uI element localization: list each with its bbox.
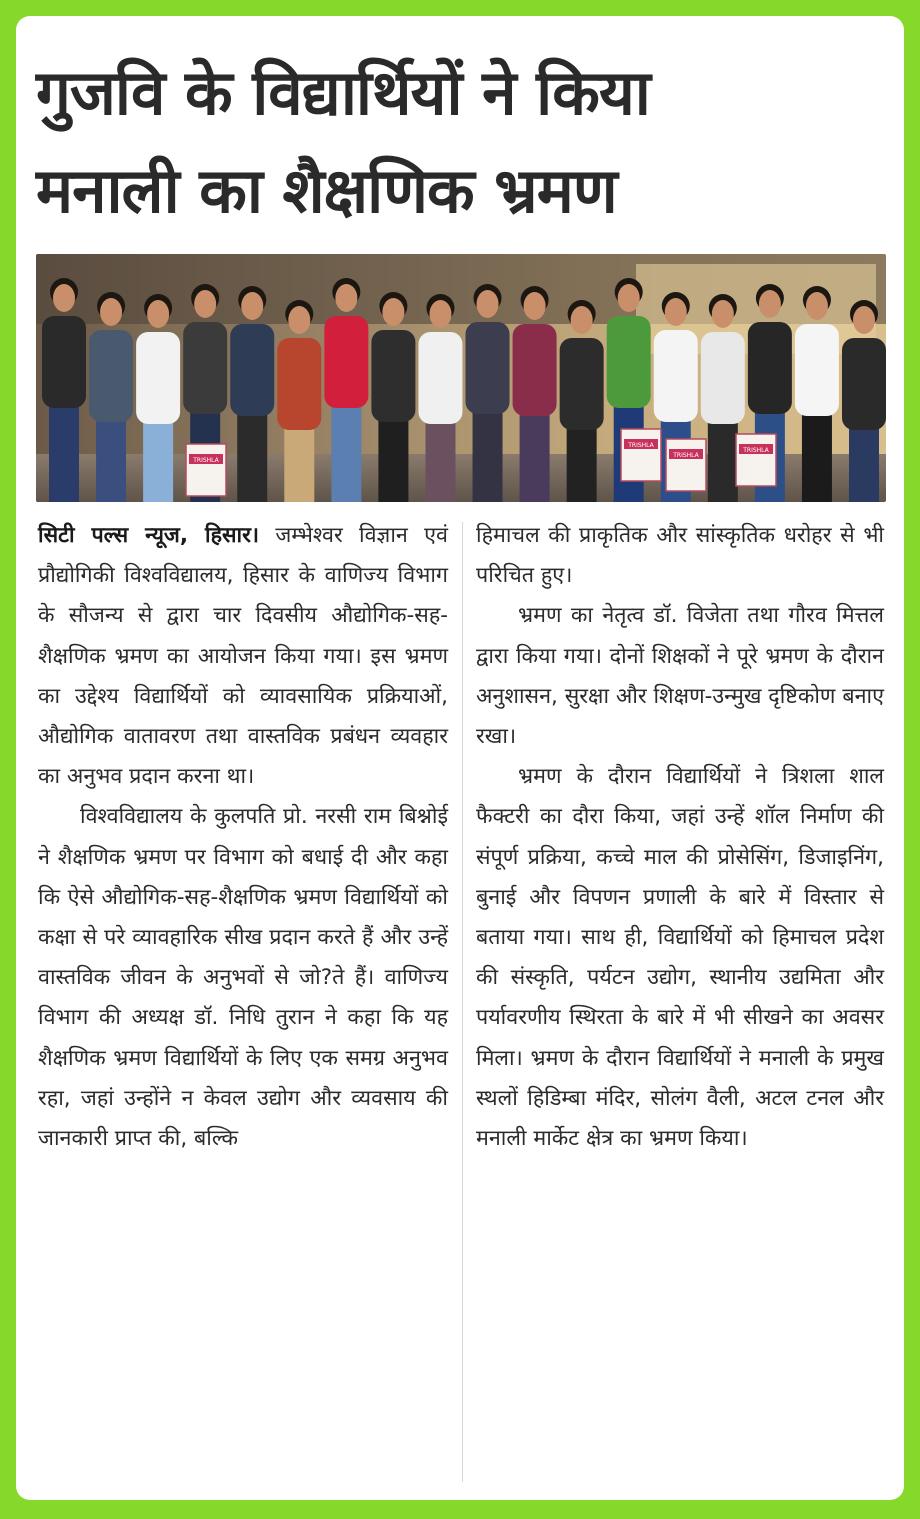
shopping-bag bbox=[666, 439, 706, 491]
article-column-left bbox=[38, 516, 448, 1159]
news-clipping bbox=[16, 16, 904, 1500]
bag-label: TRISHLA bbox=[628, 442, 654, 449]
group-photo bbox=[36, 254, 886, 502]
column-divider bbox=[462, 522, 463, 1482]
shopping-bag bbox=[186, 444, 226, 496]
paragraph-2: विश्वविद्यालय के कुलपति प्रो. नरसी राम बिश्नोई ने शैक्षणिक भ्रमण पर विभाग को बधाई दी और कहा कि ऐसे औद्योगिक-सह-शैक्षणिक भ्रमण विद्यार्थियों को कक्षा से परे व्यावहारिक सीख प्रदान करते हैं और उन्हें वास्तविक जीवन के अनुभवों से जो?ते हैं। वाणिज्य विभाग की अध्यक्ष डॉ. निधि तुरान ने कहा कि यह शैक्षणिक भ्रमण विद्यार्थियों के लिए एक समग्र अनुभव रहा, जहां उन्होंने न केवल उद्योग और व्यवसाय की जानकारी प्राप्त की, बल्कि bbox=[38, 804, 448, 1152]
bag-label: TRISHLA bbox=[673, 452, 699, 459]
paragraph-1 bbox=[38, 516, 448, 797]
article-column-right bbox=[476, 516, 884, 1159]
shopping-bag bbox=[736, 434, 776, 486]
paragraph-5: भ्रमण के दौरान विद्यार्थियों ने त्रिशला शाल फैक्टरी का दौरा किया, जहां उन्हें शॉल निर्माण की संपूर्ण प्रक्रिया, कच्चे माल की प्रोसेसिंग, डिजाइनिंग, बुनाई और विपणन प्रणाली के बारे में विस्तार से बताया गया। साथ ही, विद्यार्थियों को हिमाचल प्रदेश की संस्कृति, पर्यटन उद्योग, स्थानीय उद्यमिता और पर्यावरणीय स्थिरता के बारे में भी सीखने का अवसर मिला। भ्रमण के दौरान विद्यार्थियों ने मनाली के प्रमुख स्थलों हिडिम्बा मंदिर, सोलंग वैली, अटल टनल और मनाली मार्केट क्षेत्र का भ्रमण किया। bbox=[476, 764, 884, 1152]
headline bbox=[36, 44, 886, 240]
article-body bbox=[38, 516, 884, 1491]
paragraph-4: भ्रमण का नेतृत्व डॉ. विजेता तथा गौरव मित्तल द्वारा किया गया। दोनों शिक्षकों ने पूरे भ्रमण के दौरान अनुशासन, सुरक्षा और शिक्षण-उन्मुख दृष्टिकोण बनाए रखा। bbox=[476, 603, 884, 750]
paragraph-1-text: जम्भेश्वर विज्ञान एवं प्रौद्योगिकी विश्वविद्यालय, हिसार के वाणिज्य विभाग के सौजन्य से द्वारा चार दिवसीय औद्योगिक-सह-शैक्षणिक भ्रमण का आयोजन किया गया। इस भ्रमण का उद्देश्य विद्यार्थियों को व्यावसायिक प्रक्रियाओं, औद्योगिक वातावरण तथा वास्तविक प्रबंधन व्यवहार का अनुभव प्रदान करना था। bbox=[38, 523, 448, 790]
paragraph-3: हिमाचल की प्राकृतिक और सांस्कृतिक धरोहर से भी परिचित हुए। bbox=[476, 523, 884, 589]
headline-line-1: गुजवि के विद्यार्थियों ने किया bbox=[36, 56, 650, 129]
headline-line-2: मनाली का शैक्षणिक भ्रमण bbox=[36, 154, 617, 227]
bag-label: TRISHLA bbox=[193, 457, 219, 464]
dateline: सिटी पल्स न्यूज, हिसार। bbox=[38, 523, 260, 548]
shopping-bag bbox=[621, 429, 661, 481]
bag-label: TRISHLA bbox=[743, 447, 769, 454]
